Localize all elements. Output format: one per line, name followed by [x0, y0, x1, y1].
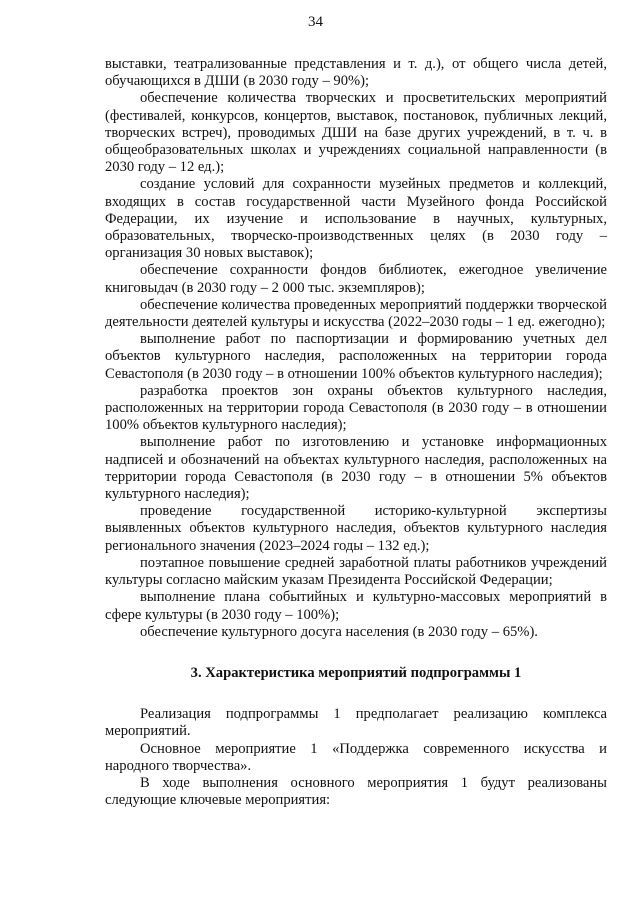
- paragraph: разработка проектов зон охраны объектов культурного наследия, расположенных на территории города Севастополя (в 2030 году – в отношении 100% объектов культурного наследия);: [105, 382, 607, 434]
- document-body: [105, 56, 607, 809]
- section-heading: 3. Характеристика мероприятий подпрограммы 1: [190, 664, 522, 681]
- paragraph: обеспечение количества проведенных мероприятий поддержки творческой деятельности деятелей культуры и искусства (2022–2030 годы – 1 ед. ежегодно);: [105, 296, 607, 331]
- paragraphs-bottom: [105, 706, 607, 809]
- paragraph: выполнение плана событийных и культурно-массовых мероприятий в сфере культуры (в 2030 году – 100%);: [105, 589, 607, 623]
- paragraph: обеспечение количества творческих и просветительских мероприятий (фестивалей, конкурсов, концертов, выставок, постановок, публичных лекций, творческих встреч), проводимых ДШИ на базе других учреждений, в т. ч. в общеобразовательных школах и учреждениях социальной направленности (в 2030 году – 12 ед.);: [105, 90, 607, 176]
- paragraph: Основное мероприятие 1 «Поддержка современного искусства и народного творчества».: [105, 740, 607, 774]
- page-number: 34: [308, 14, 323, 30]
- paragraph: выставки, театрализованные представления и т. д.), от общего числа детей, обучающихся в ДШИ (в 2030 году – 90%);: [105, 56, 607, 90]
- paragraph: проведение государственной историко-культурной экспертизы выявленных объектов культурного наследия, объектов культурного наследия регионального значения (2023–2024 годы – 132 ед.);: [105, 503, 607, 554]
- paragraph: обеспечение культурного досуга населения (в 2030 году – 65%).: [140, 623, 538, 640]
- paragraph: обеспечение сохранности фондов библиотек, ежегодное увеличение книговыдач (в 2030 году – 2 000 тыс. экземпляров);: [105, 262, 607, 296]
- paragraph: Реализация подпрограммы 1 предполагает реализацию комплекса мероприятий.: [105, 706, 607, 740]
- paragraph: В ходе выполнения основного мероприятия 1 будут реализованы следующие ключевые мероприятия:: [105, 774, 607, 809]
- paragraph: выполнение работ по паспортизации и формированию учетных дел объектов культурного наследия, расположенных на территории города Севастополя (в 2030 году – в отношении 100% объектов культурного наследия);: [105, 331, 607, 382]
- paragraph: поэтапное повышение средней заработной платы работников учреждений культуры согласно майским указам Президента Российской Федерации;: [105, 554, 607, 589]
- paragraphs-top: [105, 56, 607, 641]
- paragraph: выполнение работ по изготовлению и установке информационных надписей и обозначений на объектах культурного наследия, расположенных на территории города Севастополя (в 2030 году – в отношении 5% объектов культурного наследия);: [105, 434, 607, 503]
- paragraph: создание условий для сохранности музейных предметов и коллекций, входящих в состав государственной части Музейного фонда Российской Федерации, их изучение и использование в научных, культурных, образовательных, творческо-производственных целях (в 2030 году – организация 30 новых выставок);: [105, 176, 607, 262]
